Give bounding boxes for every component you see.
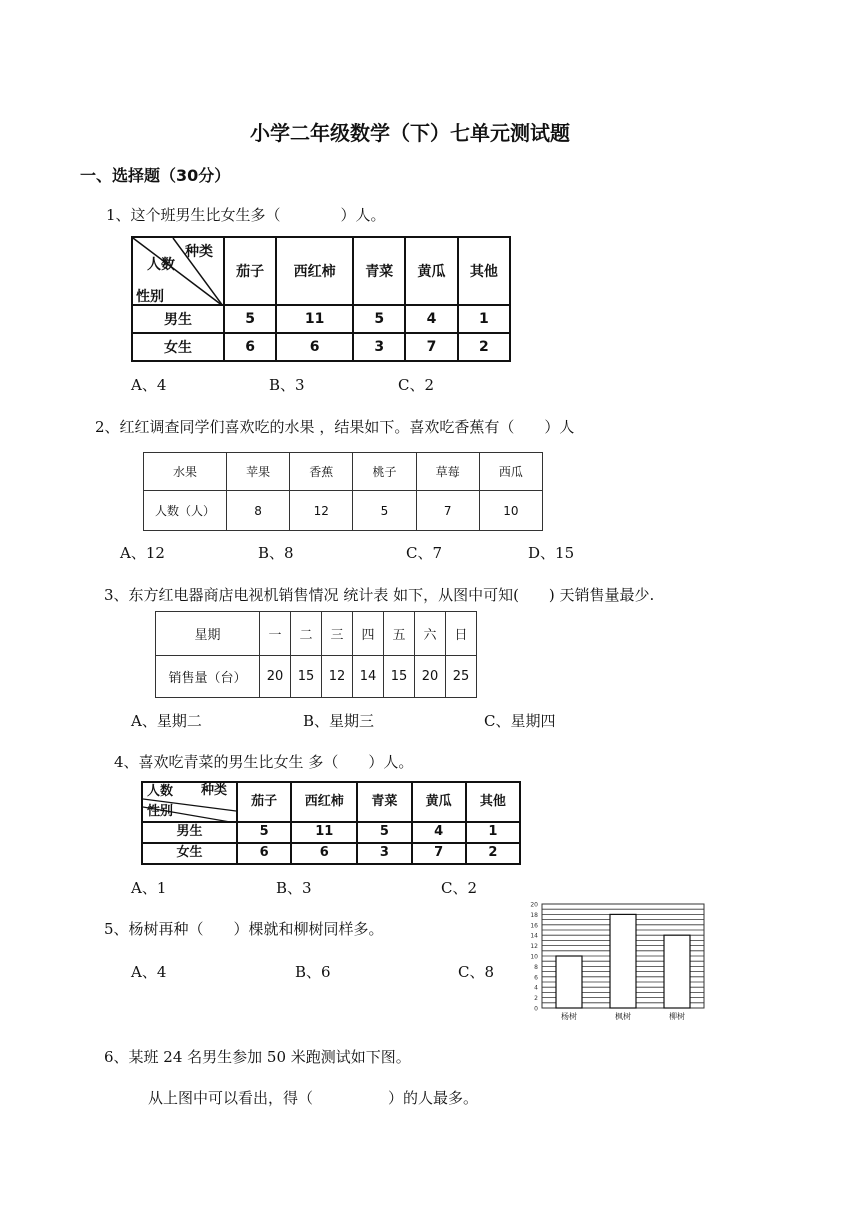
option-a[interactable]: A、12 — [120, 544, 165, 562]
table-cell: 2 — [458, 333, 510, 361]
table-cell: 1 — [458, 305, 510, 333]
header-cell: 二 — [291, 612, 322, 656]
corner-label-count: 人数 — [147, 257, 175, 273]
bar-杨树 — [556, 956, 582, 1008]
table-cell: 20 — [260, 656, 291, 698]
header-cell: 其他 — [458, 237, 510, 305]
table-cell: 25 — [446, 656, 477, 698]
table-cell: 5 — [224, 305, 276, 333]
table-row — [144, 491, 543, 531]
chart-bars — [556, 914, 690, 1008]
x-tick-label: 柳树 — [669, 1012, 685, 1021]
question-1: 1、这个班男生比女生多（ ）人。 — [106, 206, 386, 224]
table-cell: 6 — [237, 843, 291, 864]
table-cell: 12 — [290, 491, 353, 531]
row-label: 男生 — [142, 822, 237, 843]
x-tick-label: 枫树 — [615, 1012, 631, 1021]
y-tick-label: 4 — [534, 984, 538, 992]
header-cell: 三 — [322, 612, 353, 656]
table-cell: 6 — [276, 333, 353, 361]
table-cell: 11 — [291, 822, 357, 843]
y-tick-label: 16 — [530, 922, 538, 930]
bar-枫树 — [610, 914, 636, 1008]
header-cell: 西瓜 — [479, 453, 542, 491]
row-label: 男生 — [132, 305, 224, 333]
option-a[interactable]: A、1 — [131, 879, 167, 897]
header-cell: 其他 — [466, 782, 520, 822]
table-cell: 7 — [412, 843, 466, 864]
header-cell: 黄瓜 — [412, 782, 466, 822]
header-cell: 青菜 — [357, 782, 411, 822]
table-cell: 3 — [353, 333, 405, 361]
option-a[interactable]: A、4 — [131, 376, 167, 394]
header-cell: 星期 — [156, 612, 260, 656]
option-d[interactable]: D、15 — [528, 544, 575, 562]
row-label: 女生 — [132, 333, 224, 361]
header-cell: 西红柿 — [276, 237, 353, 305]
option-a[interactable]: A、4 — [131, 963, 167, 981]
question-5: 5、杨树再种（ ）棵就和柳树同样多。 — [104, 920, 384, 938]
table-row — [132, 333, 510, 361]
table-cell: 6 — [291, 843, 357, 864]
header-cell: 香蕉 — [290, 453, 353, 491]
header-cell: 一 — [260, 612, 291, 656]
table-cell: 15 — [384, 656, 415, 698]
header-cell: 茄子 — [224, 237, 276, 305]
header-cell: 四 — [353, 612, 384, 656]
header-cell: 黄瓜 — [405, 237, 457, 305]
y-tick-label: 0 — [534, 1005, 538, 1013]
q2-table — [143, 452, 543, 531]
y-tick-label: 6 — [534, 974, 538, 982]
header-cell: 草莓 — [416, 453, 479, 491]
tree-bar-chart — [520, 896, 710, 1026]
question-3: 3、东方红电器商店电视机销售情况 统计表 如下，从图中可知( ) 天销售量最少. — [104, 586, 655, 604]
table-cell: 11 — [276, 305, 353, 333]
option-c[interactable]: C、7 — [406, 544, 443, 562]
table-cell: 15 — [291, 656, 322, 698]
option-b[interactable]: B、3 — [276, 879, 312, 897]
table-cell: 5 — [237, 822, 291, 843]
table-cell: 6 — [224, 333, 276, 361]
table-row — [142, 843, 520, 864]
option-c[interactable]: C、星期四 — [484, 712, 556, 730]
table-cell: 8 — [227, 491, 290, 531]
header-cell: 水果 — [144, 453, 227, 491]
option-c[interactable]: C、2 — [398, 376, 435, 394]
corner-label-category: 种类 — [201, 783, 228, 798]
question-6: 6、某班 24 名男生参加 50 米跑测试如下图。 — [104, 1048, 411, 1066]
table-corner-cell — [132, 237, 224, 305]
x-tick-label: 杨树 — [561, 1012, 577, 1021]
y-tick-label: 12 — [530, 943, 538, 951]
table-cell: 5 — [353, 491, 416, 531]
table-cell: 7 — [405, 333, 457, 361]
table-cell: 5 — [357, 822, 411, 843]
question-6-sub: 从上图中可以看出，得（ ）的人最多。 — [148, 1089, 479, 1107]
corner-label-gender: 性别 — [147, 804, 174, 819]
y-tick-label: 14 — [530, 932, 538, 940]
option-b[interactable]: B、星期三 — [303, 712, 375, 730]
y-tick-label: 20 — [530, 901, 538, 909]
row-label: 人数（人） — [144, 491, 227, 531]
q3-table — [155, 611, 477, 698]
corner-label-category: 种类 — [185, 244, 213, 260]
table-cell: 10 — [479, 491, 542, 531]
y-tick-label: 10 — [530, 953, 538, 961]
header-cell: 日 — [446, 612, 477, 656]
option-c[interactable]: C、8 — [458, 963, 495, 981]
table-row — [156, 656, 477, 698]
corner-label-gender: 性别 — [136, 289, 164, 305]
header-cell: 苹果 — [227, 453, 290, 491]
question-4: 4、喜欢吃青菜的男生比女生 多（ ）人。 — [114, 753, 414, 771]
table-cell: 4 — [412, 822, 466, 843]
table-corner-cell — [142, 782, 237, 822]
y-tick-label: 8 — [534, 963, 538, 971]
table-row — [142, 822, 520, 843]
header-cell: 五 — [384, 612, 415, 656]
q4-table — [141, 781, 521, 865]
row-label: 女生 — [142, 843, 237, 864]
option-b[interactable]: B、3 — [269, 376, 305, 394]
q1-table — [131, 236, 511, 362]
table-cell: 3 — [357, 843, 411, 864]
table-cell: 12 — [322, 656, 353, 698]
page-title: 小学二年级数学（下）七单元测试题 — [250, 121, 570, 145]
table-cell: 4 — [405, 305, 457, 333]
bar-柳树 — [664, 935, 690, 1008]
header-cell: 西红柿 — [291, 782, 357, 822]
table-cell: 7 — [416, 491, 479, 531]
header-cell: 茄子 — [237, 782, 291, 822]
table-cell: 20 — [415, 656, 446, 698]
option-c[interactable]: C、2 — [441, 879, 478, 897]
row-label: 销售量（台） — [156, 656, 260, 698]
question-2: 2、红红调查同学们喜欢吃的水果 ，结果如下。喜欢吃香蕉有（ ）人 — [95, 418, 575, 436]
header-cell: 六 — [415, 612, 446, 656]
table-cell: 14 — [353, 656, 384, 698]
table-row — [132, 305, 510, 333]
corner-label-count: 人数 — [147, 784, 174, 799]
y-tick-label: 2 — [534, 995, 538, 1003]
y-tick-label: 18 — [530, 911, 538, 919]
x-axis-labels — [561, 1011, 685, 1021]
header-cell: 青菜 — [353, 237, 405, 305]
header-cell: 桃子 — [353, 453, 416, 491]
table-cell: 1 — [466, 822, 520, 843]
option-a[interactable]: A、星期二 — [131, 712, 202, 730]
section-heading: 一、选择题（30分） — [80, 166, 231, 185]
table-cell: 5 — [353, 305, 405, 333]
option-b[interactable]: B、6 — [295, 963, 331, 981]
table-cell: 2 — [466, 843, 520, 864]
y-axis-ticks — [530, 902, 538, 1013]
option-b[interactable]: B、8 — [258, 544, 294, 562]
